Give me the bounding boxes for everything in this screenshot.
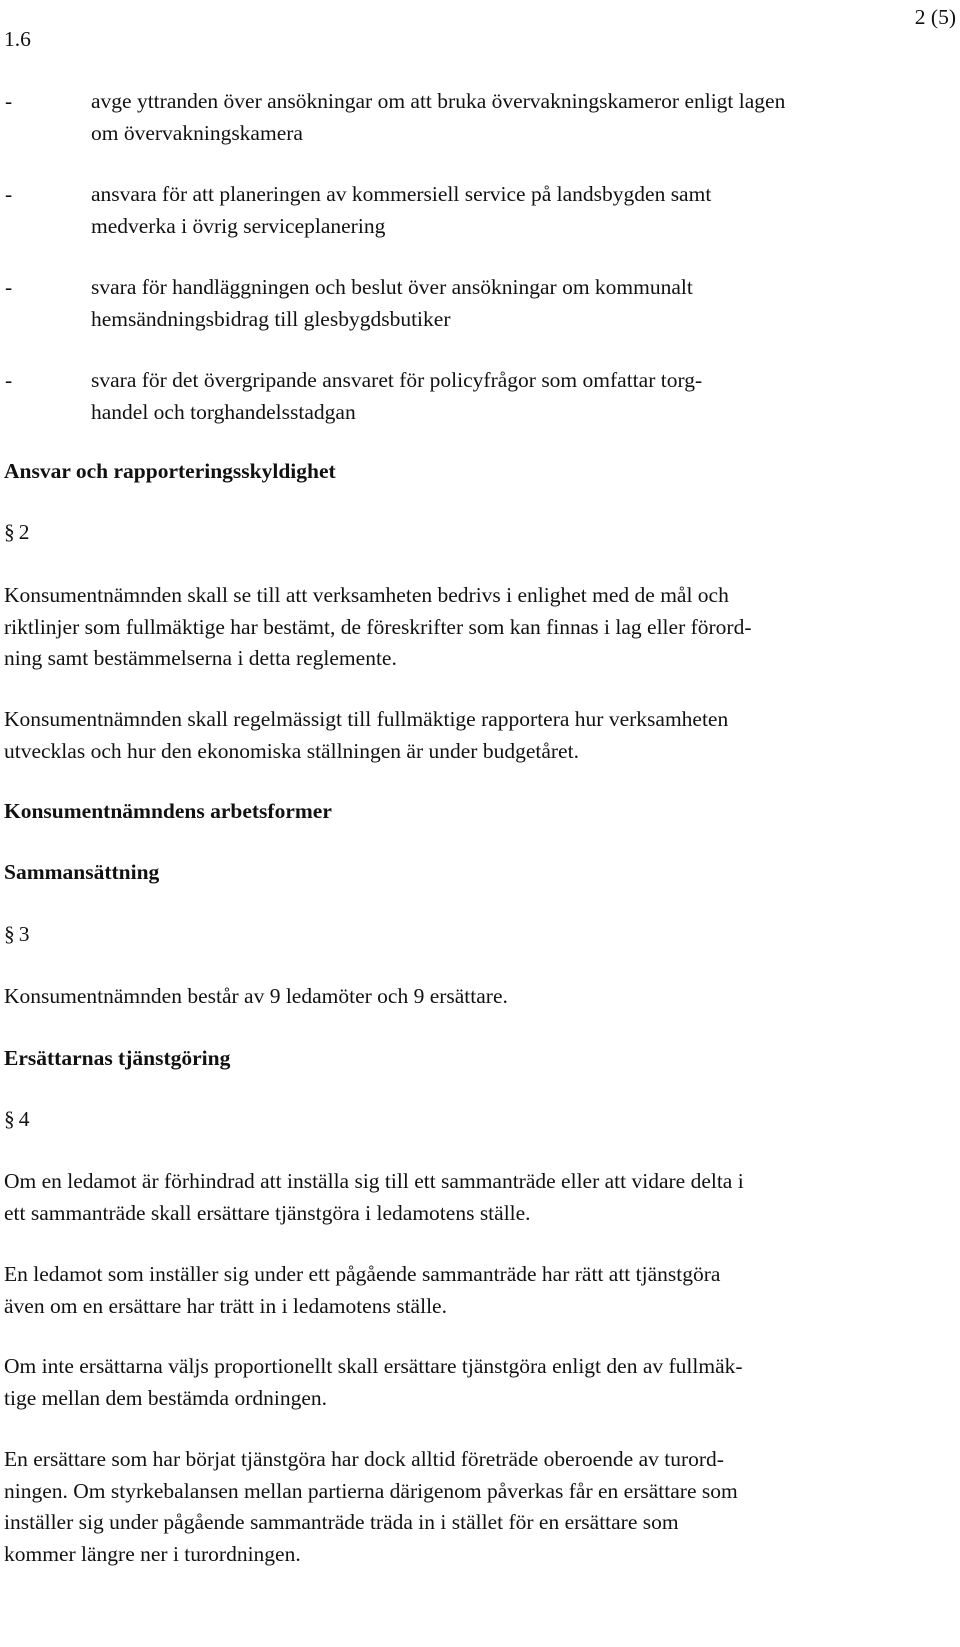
- paragraph: [4, 580, 956, 675]
- section-sign: §: [4, 922, 15, 946]
- section-number: 3: [18, 922, 30, 946]
- paragraph-line: Om inte ersättarna väljs proportionellt skall ersättare tjänstgöra enligt den av fullmäk-: [4, 1354, 743, 1378]
- responsibility-list: [5, 86, 955, 458]
- section-heading-sammansattning: Sammansättning: [4, 860, 160, 884]
- paragraph-line: En ersättare som har börjat tjänstgöra har dock alltid företräde oberoende av turord-: [4, 1447, 724, 1471]
- paragraph-line: Om en ledamot är förhindrad att inställa sig till ett sammanträde eller att vidare delta i: [4, 1169, 744, 1193]
- list-item: [5, 365, 955, 428]
- bullet-dash: -: [5, 275, 13, 299]
- section-sign: §: [4, 520, 15, 544]
- list-item-line: avge yttranden över ansökningar om att bruka övervakningskameror enligt lagen: [91, 89, 786, 113]
- paragraph: [4, 1351, 956, 1414]
- list-item-line: hemsändningsbidrag till glesbygdsbutiker: [91, 306, 451, 331]
- list-item-line: om övervakningskamera: [91, 120, 303, 145]
- bullet-dash: -: [5, 89, 13, 113]
- list-item: [5, 272, 955, 335]
- list-item-line: handel och torghandelsstadgan: [91, 399, 356, 424]
- section-number-3: [4, 919, 30, 951]
- list-item-line: svara för det övergripande ansvaret för policyfrågor som omfattar torg-: [91, 368, 703, 392]
- paragraph-line: Konsumentnämnden består av 9 ledamöter och 9 ersättare.: [4, 984, 508, 1008]
- paragraph: [4, 981, 956, 1013]
- paragraph-line: riktlinjer som fullmäktige har bestämt, de föreskrifter som kan finnas i lag eller förord-: [4, 614, 752, 639]
- section-heading-ersattare: Ersättarnas tjänstgöring: [4, 1046, 231, 1070]
- paragraph-line: utvecklas och hur den ekonomiska ställningen är under budgetåret.: [4, 738, 579, 763]
- paragraph: [4, 704, 956, 767]
- paragraph-line: ett sammanträde skall ersättare tjänstgöra i ledamotens ställe.: [4, 1200, 531, 1225]
- paragraph: [4, 1259, 956, 1322]
- paragraph-line: En ledamot som inställer sig under ett pågående sammanträde har rätt att tjänstgöra: [4, 1262, 721, 1286]
- document-id: 1.6: [4, 27, 31, 51]
- list-item: [5, 86, 955, 149]
- page-number: 2 (5): [914, 5, 956, 29]
- paragraph-line: inställer sig under pågående sammanträde träda in i stället för en ersättare som: [4, 1510, 679, 1534]
- list-item-line: medverka i övrig serviceplanering: [91, 213, 386, 238]
- bullet-dash: -: [5, 182, 13, 206]
- paragraph-line: tige mellan dem bestämda ordningen.: [4, 1385, 328, 1410]
- section-number: 2: [18, 520, 30, 544]
- section-sign: §: [4, 1107, 15, 1131]
- paragraph-line: Konsumentnämnden skall se till att verksamheten bedrivs i enlighet med de mål och: [4, 583, 729, 607]
- paragraph-line: även om en ersättare har trätt in i ledamotens ställe.: [4, 1293, 447, 1318]
- section-number: 4: [18, 1107, 30, 1131]
- paragraph-line: ningen. Om styrkebalansen mellan partierna därigenom påverkas får en ersättare som: [4, 1478, 738, 1503]
- section-number-2: [4, 517, 30, 549]
- paragraph-line: kommer längre ner i turordningen.: [4, 1541, 301, 1566]
- list-item-line: svara för handläggningen och beslut över ansökningar om kommunalt: [91, 275, 693, 299]
- paragraph: [4, 1166, 956, 1229]
- list-item-line: ansvara för att planeringen av kommersiell service på landsbygden samt: [91, 182, 712, 206]
- section-number-4: [4, 1104, 30, 1136]
- paragraph-line: ning samt bestämmelserna i detta reglemente.: [4, 646, 397, 670]
- section-heading-arbetsformer: Konsumentnämndens arbetsformer: [4, 799, 332, 823]
- section-heading-ansvar: Ansvar och rapporteringsskyldighet: [4, 459, 336, 483]
- paragraph-line: Konsumentnämnden skall regelmässigt till fullmäktige rapportera hur verksamheten: [4, 707, 729, 731]
- bullet-dash: -: [5, 368, 13, 392]
- list-item: [5, 179, 955, 242]
- paragraph: [4, 1444, 956, 1570]
